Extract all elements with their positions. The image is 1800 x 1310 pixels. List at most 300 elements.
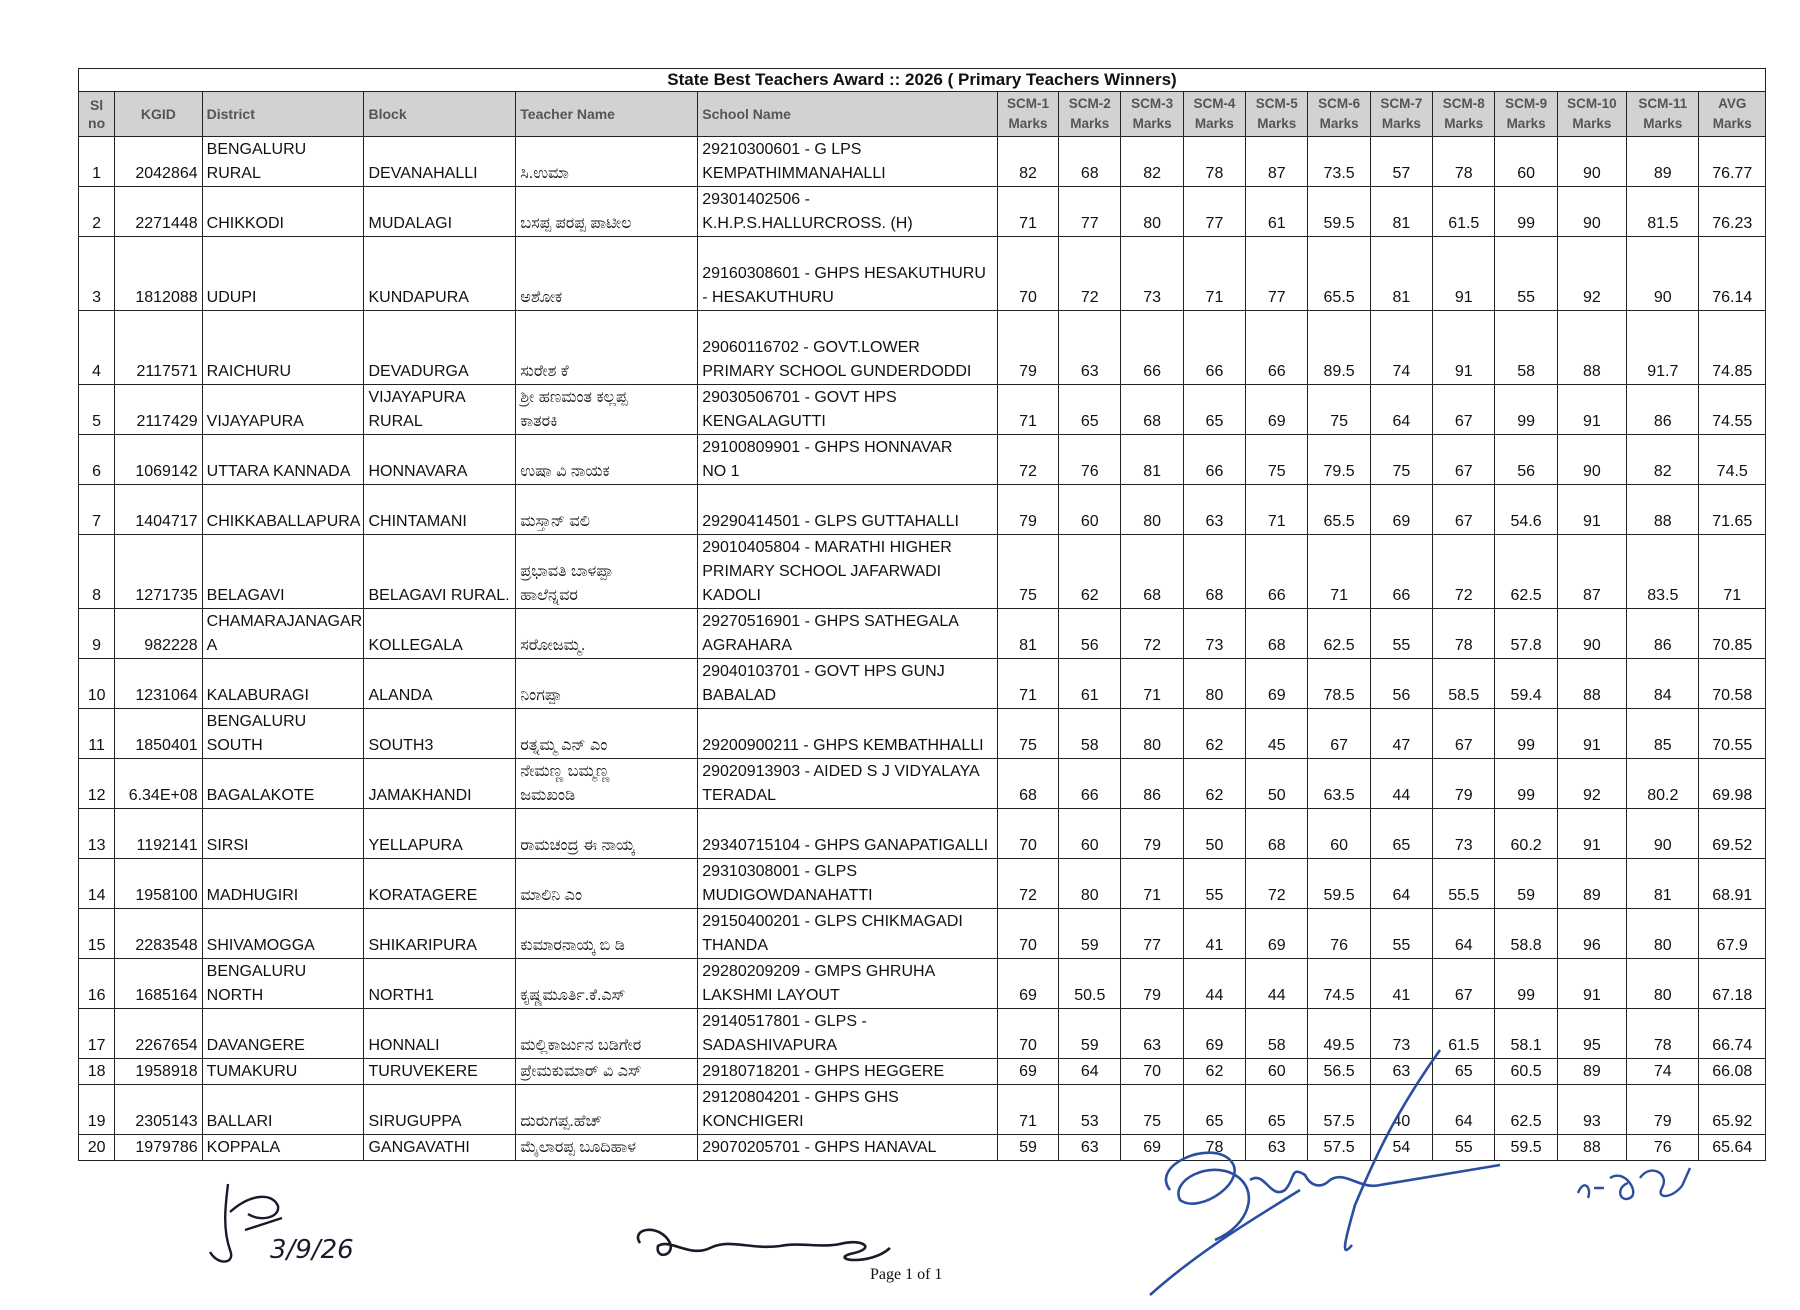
mark-value: 77 — [1143, 937, 1162, 954]
cell-district — [202, 187, 364, 237]
mark-value: 76 — [1653, 1139, 1672, 1156]
school-line: 29270516901 - GHPS SATHEGALA — [702, 613, 959, 630]
cell-scm-8 — [1433, 909, 1495, 959]
cell-scm-6 — [1308, 809, 1370, 859]
mark-value: 80 — [1653, 987, 1672, 1004]
cell-block — [364, 609, 516, 659]
cell-scm-7 — [1370, 435, 1432, 485]
cell-teacher — [516, 1085, 698, 1135]
cell-scm-3 — [1121, 959, 1183, 1009]
cell-scm-7 — [1370, 659, 1432, 709]
header-scm-label: SCM-7 — [1380, 96, 1423, 111]
mark-value: 78.5 — [1323, 687, 1355, 704]
mark-value: 75 — [1019, 737, 1037, 754]
sl-value: 4 — [92, 363, 102, 380]
header-scm-6 — [1308, 92, 1370, 137]
mark-value: 93 — [1583, 1113, 1601, 1130]
mark-value: 79 — [1143, 987, 1162, 1004]
mark-value: 88 — [1583, 687, 1601, 704]
mark-value: 91 — [1583, 837, 1601, 854]
cell-teacher — [516, 959, 698, 1009]
table-row — [79, 709, 1766, 759]
cell-scm-6 — [1308, 609, 1370, 659]
cell-school — [698, 237, 998, 311]
cell-kgid — [115, 909, 202, 959]
mark-value: 59.4 — [1510, 687, 1542, 704]
table-row — [79, 809, 1766, 859]
cell-avg — [1699, 385, 1766, 435]
teacher-line: ಕುಮಾರನಾಯ್ಕ ಬಿ ಡಿ — [520, 937, 625, 954]
cell-teacher — [516, 187, 698, 237]
cell-block — [364, 1135, 516, 1161]
cell-school — [698, 535, 998, 609]
cell-scm-5 — [1246, 385, 1308, 435]
mark-value: 86 — [1653, 413, 1672, 430]
header-scm-label: SCM-11 — [1638, 96, 1688, 111]
mark-value: 67 — [1454, 987, 1473, 1004]
cell-teacher — [516, 709, 698, 759]
mark-value: 99 — [1517, 787, 1535, 804]
cell-avg — [1699, 1009, 1766, 1059]
mark-value: 65 — [1205, 413, 1224, 430]
cell-block — [364, 435, 516, 485]
cell-kgid — [115, 435, 202, 485]
cell-scm-6 — [1308, 709, 1370, 759]
cell-scm-3 — [1121, 385, 1183, 435]
mark-value: 78 — [1205, 1139, 1224, 1156]
table-row — [79, 187, 1766, 237]
cell-scm-5 — [1246, 187, 1308, 237]
header-scm-marks: Marks — [1070, 116, 1110, 131]
mark-value: 80 — [1143, 513, 1162, 530]
mark-value: 67 — [1454, 463, 1473, 480]
cell-scm-11 — [1627, 1059, 1699, 1085]
mark-value: 72 — [1454, 587, 1473, 604]
cell-scm-1 — [997, 709, 1058, 759]
mark-value: 63 — [1080, 1139, 1099, 1156]
cell-scm-2 — [1059, 311, 1121, 385]
header-scm-1 — [997, 92, 1058, 137]
cell-scm-7 — [1370, 311, 1432, 385]
cell-scm-1 — [997, 1085, 1058, 1135]
cell-scm-8 — [1433, 659, 1495, 709]
teacher-line: ಸರೋಜಮ್ಮ. — [520, 637, 586, 654]
cell-block — [364, 311, 516, 385]
cell-block — [364, 1059, 516, 1085]
mark-value: 49.5 — [1323, 1037, 1355, 1054]
cell-scm-2 — [1059, 959, 1121, 1009]
teacher-line: ಶ್ರೀ ಹಣಮಂತ ಕಲ್ಲಪ್ಪ — [520, 389, 628, 406]
cell-scm-2 — [1059, 709, 1121, 759]
cell-scm-1 — [997, 435, 1058, 485]
cell-school — [698, 709, 998, 759]
cell-district — [202, 485, 364, 535]
mark-value: 55 — [1454, 1139, 1473, 1156]
sl-value: 3 — [92, 289, 102, 306]
header-scm-marks: Marks — [1506, 116, 1546, 131]
mark-value: 82 — [1143, 165, 1162, 182]
block-line: RURAL — [368, 413, 423, 430]
cell-sl — [79, 187, 115, 237]
mark-value: 76 — [1330, 937, 1348, 954]
cell-scm-10 — [1557, 809, 1626, 859]
header-sl-line2: no — [88, 115, 106, 131]
cell-avg — [1699, 435, 1766, 485]
mark-value: 91 — [1583, 737, 1601, 754]
cell-scm-1 — [997, 1059, 1058, 1085]
district-line: SOUTH — [206, 737, 263, 754]
cell-scm-7 — [1370, 485, 1432, 535]
cell-scm-1 — [997, 659, 1058, 709]
mark-value: 54 — [1392, 1139, 1411, 1156]
header-teacher-name: Teacher Name — [516, 92, 698, 137]
mark-value: 91 — [1583, 987, 1601, 1004]
cell-kgid — [115, 1085, 202, 1135]
cell-scm-4 — [1183, 535, 1245, 609]
kgid-value: 1850401 — [135, 737, 198, 754]
cell-teacher — [516, 859, 698, 909]
cell-scm-4 — [1183, 959, 1245, 1009]
header-avg — [1699, 92, 1766, 137]
mark-value: 91 — [1583, 513, 1601, 530]
cell-school — [698, 609, 998, 659]
cell-district — [202, 609, 364, 659]
mark-value: 92 — [1583, 787, 1601, 804]
cell-scm-8 — [1433, 609, 1495, 659]
avg-value: 65.92 — [1712, 1113, 1753, 1130]
avg-value: 69.98 — [1712, 787, 1753, 804]
mark-value: 68 — [1080, 165, 1099, 182]
cell-scm-6 — [1308, 535, 1370, 609]
cell-school — [698, 435, 998, 485]
mark-value: 81 — [1392, 215, 1411, 232]
table-row — [79, 485, 1766, 535]
sl-value: 18 — [87, 1063, 106, 1080]
mark-value: 83.5 — [1647, 587, 1679, 604]
signature-date: 3/9/26 — [270, 1235, 354, 1265]
mark-value: 68 — [1143, 587, 1162, 604]
cell-scm-7 — [1370, 759, 1432, 809]
sl-value: 15 — [87, 937, 106, 954]
teacher-line: ನೇಮಣ್ಣ ಬಮ್ಮಣ್ಣ — [520, 763, 610, 780]
block-line: GANGAVATHI — [368, 1139, 470, 1156]
header-scm-label: SCM-5 — [1255, 96, 1298, 111]
mark-value: 67 — [1454, 513, 1473, 530]
cell-scm-8 — [1433, 435, 1495, 485]
cell-scm-7 — [1370, 609, 1432, 659]
mark-value: 68 — [1143, 413, 1162, 430]
cell-scm-1 — [997, 959, 1058, 1009]
mark-value: 56 — [1517, 463, 1535, 480]
mark-value: 90 — [1583, 463, 1601, 480]
cell-scm-11 — [1627, 759, 1699, 809]
school-line: 29210300601 - G LPS — [702, 141, 862, 158]
mark-value: 64 — [1454, 937, 1473, 954]
cell-scm-1 — [997, 137, 1058, 187]
school-line: 29070205701 - GHPS HANAVAL — [702, 1139, 937, 1156]
cell-scm-3 — [1121, 909, 1183, 959]
mark-value: 68 — [1267, 637, 1286, 654]
block-line: MUDALAGI — [368, 215, 453, 232]
cell-scm-1 — [997, 759, 1058, 809]
kgid-value: 1979786 — [135, 1139, 198, 1156]
teacher-line: ದುರುಗಪ್ಪ.ಹೆಚ್ — [520, 1113, 602, 1130]
avg-value: 66.08 — [1712, 1063, 1753, 1080]
mark-value: 70 — [1019, 1037, 1037, 1054]
cell-teacher — [516, 237, 698, 311]
mark-value: 88 — [1583, 363, 1601, 380]
cell-scm-8 — [1433, 959, 1495, 1009]
cell-scm-9 — [1495, 435, 1557, 485]
cell-scm-4 — [1183, 609, 1245, 659]
cell-scm-8 — [1433, 311, 1495, 385]
cell-scm-10 — [1557, 859, 1626, 909]
cell-scm-5 — [1246, 659, 1308, 709]
cell-scm-2 — [1059, 859, 1121, 909]
sl-value: 7 — [92, 513, 102, 530]
mark-value: 59 — [1019, 1139, 1037, 1156]
district-line: VIJAYAPURA — [206, 413, 304, 430]
cell-district — [202, 909, 364, 959]
cell-scm-5 — [1246, 609, 1308, 659]
cell-scm-1 — [997, 1135, 1058, 1161]
mark-value: 81 — [1143, 463, 1162, 480]
mark-value: 65 — [1392, 837, 1411, 854]
cell-district — [202, 759, 364, 809]
school-line: 29200900211 - GHPS KEMBATHHALLI — [702, 737, 984, 754]
teacher-line: ನಿಂಗಪ್ಪಾ — [520, 687, 563, 704]
mark-value: 56 — [1392, 687, 1411, 704]
mark-value: 58 — [1517, 363, 1535, 380]
mark-value: 99 — [1517, 215, 1535, 232]
header-scm-label: SCM-8 — [1442, 96, 1485, 111]
mark-value: 73 — [1143, 289, 1162, 306]
cell-scm-8 — [1433, 809, 1495, 859]
cell-block — [364, 859, 516, 909]
mark-value: 55 — [1205, 887, 1224, 904]
cell-avg — [1699, 759, 1766, 809]
mark-value: 71 — [1267, 513, 1286, 530]
cell-sl — [79, 385, 115, 435]
kgid-value: 1231064 — [135, 687, 198, 704]
cell-scm-4 — [1183, 385, 1245, 435]
mark-value: 69 — [1267, 937, 1286, 954]
cell-scm-1 — [997, 385, 1058, 435]
mark-value: 58 — [1080, 737, 1099, 754]
cell-scm-10 — [1557, 535, 1626, 609]
district-line: TUMAKURU — [206, 1063, 298, 1080]
avg-value: 71.65 — [1712, 513, 1753, 530]
cell-teacher — [516, 385, 698, 435]
mark-value: 59.5 — [1510, 1139, 1542, 1156]
cell-sl — [79, 959, 115, 1009]
mark-value: 62.5 — [1323, 637, 1355, 654]
kgid-value: 2117429 — [136, 413, 198, 430]
mark-value: 63 — [1080, 363, 1099, 380]
block-line: KORATAGERE — [368, 887, 478, 904]
cell-scm-10 — [1557, 187, 1626, 237]
mark-value: 66 — [1267, 363, 1286, 380]
signature-1 — [200, 1172, 360, 1272]
kgid-value: 1958918 — [135, 1063, 198, 1080]
cell-scm-9 — [1495, 535, 1557, 609]
cell-scm-3 — [1121, 435, 1183, 485]
cell-kgid — [115, 1009, 202, 1059]
mark-value: 71 — [1205, 289, 1224, 306]
cell-teacher — [516, 909, 698, 959]
mark-value: 58 — [1267, 1037, 1286, 1054]
mark-value: 84 — [1653, 687, 1672, 704]
mark-value: 75 — [1143, 1113, 1162, 1130]
district-line: BELAGAVI — [206, 587, 285, 604]
mark-value: 80 — [1205, 687, 1224, 704]
cell-school — [698, 959, 998, 1009]
cell-teacher — [516, 535, 698, 609]
block-line: TURUVEKERE — [368, 1063, 478, 1080]
mark-value: 65 — [1267, 1113, 1286, 1130]
cell-kgid — [115, 609, 202, 659]
cell-district — [202, 959, 364, 1009]
cell-district — [202, 1085, 364, 1135]
cell-scm-9 — [1495, 187, 1557, 237]
cell-scm-9 — [1495, 759, 1557, 809]
mark-value: 64 — [1080, 1063, 1099, 1080]
table-row — [79, 311, 1766, 385]
cell-district — [202, 859, 364, 909]
cell-scm-1 — [997, 609, 1058, 659]
cell-scm-5 — [1246, 759, 1308, 809]
cell-block — [364, 809, 516, 859]
mark-value: 59.5 — [1323, 887, 1355, 904]
cell-school — [698, 485, 998, 535]
cell-sl — [79, 859, 115, 909]
mark-value: 59 — [1517, 887, 1535, 904]
sl-value: 11 — [88, 737, 105, 754]
teacher-line: ಮಾಲಿನಿ ಎಂ — [520, 887, 583, 904]
mark-value: 99 — [1517, 413, 1535, 430]
mark-value: 65 — [1454, 1063, 1473, 1080]
cell-scm-2 — [1059, 187, 1121, 237]
mark-value: 78 — [1653, 1037, 1672, 1054]
header-scm-marks: Marks — [1257, 116, 1297, 131]
mark-value: 62 — [1205, 787, 1224, 804]
header-district: District — [202, 92, 364, 137]
block-line: DEVADURGA — [368, 363, 469, 380]
cell-scm-4 — [1183, 237, 1245, 311]
avg-value: 70.55 — [1712, 737, 1753, 754]
school-line: 29150400201 - GLPS CHIKMAGADI — [702, 913, 963, 930]
avg-value: 66.74 — [1712, 1037, 1753, 1054]
cell-avg — [1699, 311, 1766, 385]
kgid-value: 1685164 — [135, 987, 198, 1004]
cell-district — [202, 535, 364, 609]
district-line: SHIVAMOGGA — [206, 937, 315, 954]
mark-value: 44 — [1267, 987, 1286, 1004]
block-line: SOUTH3 — [368, 737, 434, 754]
cell-scm-1 — [997, 535, 1058, 609]
district-line: BENGALURU — [206, 713, 307, 730]
header-scm-label: SCM-4 — [1193, 96, 1236, 111]
district-line: DAVANGERE — [206, 1037, 305, 1054]
mark-value: 68 — [1205, 587, 1224, 604]
cell-teacher — [516, 485, 698, 535]
cell-scm-4 — [1183, 909, 1245, 959]
mark-value: 74 — [1653, 1063, 1672, 1080]
cell-teacher — [516, 809, 698, 859]
mark-value: 89.5 — [1323, 363, 1355, 380]
avg-value: 76.14 — [1712, 289, 1753, 306]
teacher-line: ಮೈಲಾರಪ್ಪ ಬೂದಿಹಾಳ — [520, 1139, 637, 1156]
kgid-value: 2042864 — [135, 165, 198, 182]
cell-scm-11 — [1627, 959, 1699, 1009]
school-line: 29301402506 - — [702, 191, 810, 208]
cell-scm-10 — [1557, 1059, 1626, 1085]
cell-scm-3 — [1121, 535, 1183, 609]
mark-value: 40 — [1392, 1113, 1411, 1130]
cell-scm-6 — [1308, 959, 1370, 1009]
mark-value: 50 — [1205, 837, 1224, 854]
teacher-line: ಉಷಾ ವಿ ನಾಯಕ — [520, 463, 610, 480]
school-line: 29100809901 - GHPS HONNAVAR — [702, 439, 953, 456]
table-row — [79, 859, 1766, 909]
cell-scm-9 — [1495, 709, 1557, 759]
mark-value: 60 — [1330, 837, 1348, 854]
mark-value: 90 — [1653, 289, 1672, 306]
cell-scm-11 — [1627, 187, 1699, 237]
teacher-line: ಕೃಷ್ಣಮೂರ್ತಿ.ಕೆ.ಎಸ್ — [520, 987, 626, 1004]
district-line: BAGALAKOTE — [206, 787, 315, 804]
cell-avg — [1699, 709, 1766, 759]
school-line: 29160308601 - GHPS HESAKUTHURU — [702, 265, 986, 282]
cell-scm-11 — [1627, 137, 1699, 187]
cell-scm-2 — [1059, 237, 1121, 311]
cell-scm-4 — [1183, 659, 1245, 709]
cell-scm-5 — [1246, 237, 1308, 311]
mark-value: 91 — [1454, 289, 1473, 306]
cell-scm-11 — [1627, 909, 1699, 959]
cell-scm-2 — [1059, 659, 1121, 709]
district-line: BENGALURU RURAL — [206, 141, 307, 182]
avg-value: 70.85 — [1712, 637, 1753, 654]
table-row — [79, 659, 1766, 709]
avg-value: 76.77 — [1712, 165, 1753, 182]
cell-scm-7 — [1370, 187, 1432, 237]
cell-avg — [1699, 187, 1766, 237]
table-row — [79, 535, 1766, 609]
mark-value: 71 — [1330, 587, 1348, 604]
mark-value: 54.6 — [1510, 513, 1542, 530]
cell-kgid — [115, 237, 202, 311]
cell-district — [202, 237, 364, 311]
cell-scm-3 — [1121, 759, 1183, 809]
kgid-value: 1192141 — [136, 837, 198, 854]
cell-scm-6 — [1308, 859, 1370, 909]
cell-scm-11 — [1627, 809, 1699, 859]
cell-scm-9 — [1495, 959, 1557, 1009]
header-scm-10 — [1557, 92, 1626, 137]
mark-value: 59 — [1080, 937, 1099, 954]
block-line: DEVANAHALLI — [368, 165, 478, 182]
cell-teacher — [516, 311, 698, 385]
cell-scm-2 — [1059, 1009, 1121, 1059]
mark-value: 81 — [1653, 887, 1672, 904]
mark-value: 61.5 — [1448, 215, 1480, 232]
cell-block — [364, 187, 516, 237]
mark-value: 85 — [1653, 737, 1672, 754]
teacher-line: ಪ್ರೇಮಕುಮಾರ್ ವಿ ಎಸ್ — [520, 1063, 642, 1080]
results-sheet — [78, 68, 1766, 1161]
cell-scm-4 — [1183, 187, 1245, 237]
